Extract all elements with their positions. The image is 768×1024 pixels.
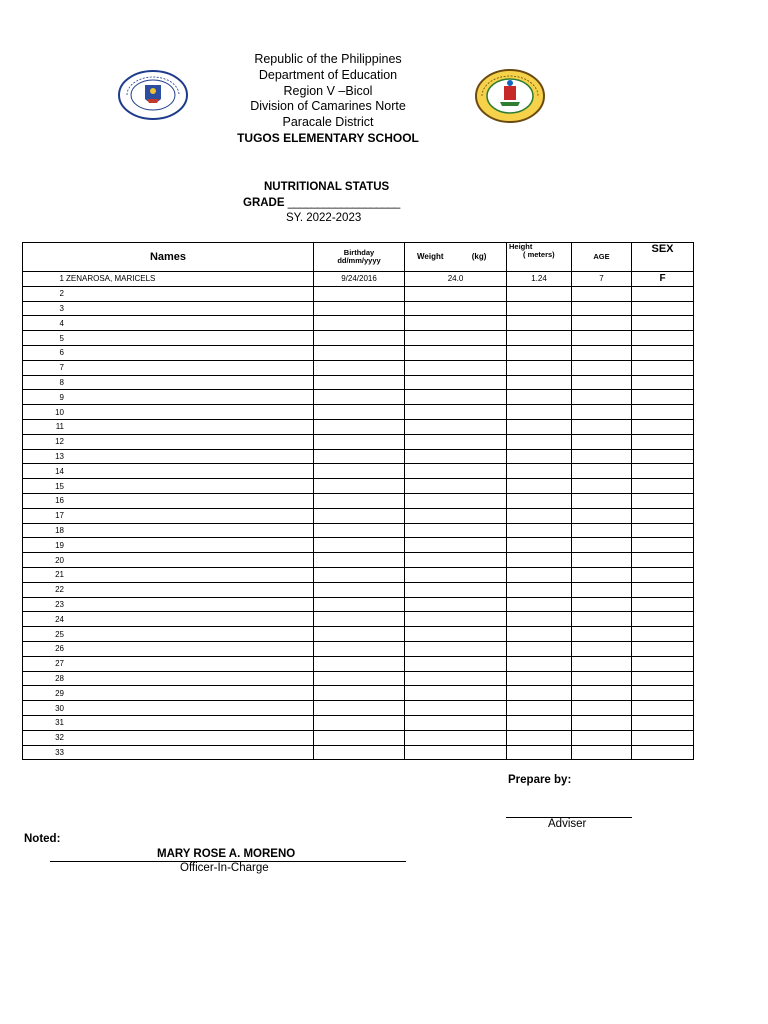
cell-sex bbox=[632, 449, 694, 464]
cell-weight bbox=[405, 464, 507, 479]
table-row bbox=[23, 301, 694, 316]
prepare-by-label: Prepare by: bbox=[508, 774, 572, 786]
cell-age bbox=[572, 656, 632, 671]
table-row bbox=[23, 597, 694, 612]
cell-birthday bbox=[314, 449, 405, 464]
cell-age bbox=[572, 686, 632, 701]
cell-height bbox=[507, 360, 572, 375]
table-row bbox=[23, 715, 694, 730]
grade-label-text: GRADE bbox=[243, 197, 285, 209]
cell-height bbox=[507, 464, 572, 479]
cell-weight bbox=[405, 686, 507, 701]
cell-weight bbox=[405, 331, 507, 346]
table-row bbox=[23, 656, 694, 671]
cell-height bbox=[507, 434, 572, 449]
cell-name bbox=[23, 553, 314, 568]
cell-weight bbox=[405, 553, 507, 568]
col-header-height bbox=[507, 243, 572, 272]
cell-birthday bbox=[314, 553, 405, 568]
cell-name bbox=[23, 316, 314, 331]
cell-birthday bbox=[314, 301, 405, 316]
cell-height bbox=[507, 449, 572, 464]
cell-sex bbox=[632, 419, 694, 434]
row-number: 19 bbox=[55, 540, 64, 550]
row-number: 27 bbox=[55, 659, 64, 669]
cell-name bbox=[23, 538, 314, 553]
cell-age bbox=[572, 419, 632, 434]
table-row bbox=[23, 567, 694, 582]
cell-name bbox=[23, 405, 314, 420]
cell-height bbox=[507, 582, 572, 597]
cell-name bbox=[23, 745, 314, 760]
cell-age bbox=[572, 301, 632, 316]
cell-weight bbox=[405, 730, 507, 745]
cell-weight bbox=[405, 656, 507, 671]
header-district: Paracale District bbox=[282, 115, 374, 130]
cell-name bbox=[23, 686, 314, 701]
cell-name bbox=[23, 493, 314, 508]
nutritional-status-table bbox=[22, 242, 694, 760]
cell-age bbox=[572, 449, 632, 464]
table-row bbox=[23, 434, 694, 449]
row-number: 9 bbox=[59, 392, 64, 402]
cell-name bbox=[23, 464, 314, 479]
cell-weight bbox=[405, 523, 507, 538]
cell-height bbox=[507, 331, 572, 346]
col-header-sex: SEX bbox=[632, 243, 694, 272]
cell-height bbox=[507, 641, 572, 656]
table-row bbox=[23, 493, 694, 508]
cell-height bbox=[507, 730, 572, 745]
cell-sex bbox=[632, 286, 694, 301]
letterhead bbox=[200, 52, 456, 147]
cell-height bbox=[507, 715, 572, 730]
cell-name bbox=[23, 419, 314, 434]
cell-sex bbox=[632, 627, 694, 642]
cell-weight bbox=[405, 479, 507, 494]
col-header-weight bbox=[405, 243, 507, 272]
table-row bbox=[23, 538, 694, 553]
cell-name bbox=[23, 286, 314, 301]
cell-name bbox=[23, 434, 314, 449]
cell-age bbox=[572, 405, 632, 420]
cell-birthday bbox=[314, 419, 405, 434]
cell-sex bbox=[632, 464, 694, 479]
cell-weight bbox=[405, 390, 507, 405]
cell-name bbox=[23, 375, 314, 390]
cell-age bbox=[572, 464, 632, 479]
col-header-names: Names bbox=[23, 243, 314, 272]
cell-weight: 24.0 bbox=[405, 272, 507, 287]
cell-birthday bbox=[314, 641, 405, 656]
cell-weight bbox=[405, 745, 507, 760]
cell-sex bbox=[632, 553, 694, 568]
cell-birthday bbox=[314, 686, 405, 701]
table-row bbox=[23, 523, 694, 538]
cell-age bbox=[572, 345, 632, 360]
cell-age bbox=[572, 745, 632, 760]
cell-birthday bbox=[314, 464, 405, 479]
grade-blank-line: ___________________ bbox=[287, 197, 400, 209]
cell-age bbox=[572, 479, 632, 494]
cell-birthday bbox=[314, 508, 405, 523]
table-row bbox=[23, 375, 694, 390]
cell-sex bbox=[632, 715, 694, 730]
cell-age bbox=[572, 286, 632, 301]
col-header-weight-label: Weight bbox=[417, 252, 444, 261]
row-number: 25 bbox=[55, 629, 64, 639]
cell-birthday bbox=[314, 345, 405, 360]
cell-weight bbox=[405, 582, 507, 597]
cell-height bbox=[507, 567, 572, 582]
cell-sex bbox=[632, 405, 694, 420]
row-number: 13 bbox=[55, 451, 64, 461]
cell-name bbox=[23, 627, 314, 642]
row-number: 18 bbox=[55, 525, 64, 535]
header-region: Region V –Bicol bbox=[283, 83, 373, 98]
header-division: Division of Camarines Norte bbox=[250, 99, 406, 114]
cell-sex bbox=[632, 331, 694, 346]
row-number: 11 bbox=[55, 422, 64, 432]
cell-weight bbox=[405, 493, 507, 508]
cell-birthday bbox=[314, 656, 405, 671]
cell-age bbox=[572, 508, 632, 523]
cell-sex bbox=[632, 582, 694, 597]
cell-height bbox=[507, 390, 572, 405]
row-number: 20 bbox=[55, 555, 64, 565]
table-row bbox=[23, 449, 694, 464]
cell-age bbox=[572, 434, 632, 449]
row-number: 7 bbox=[59, 363, 64, 373]
cell-sex bbox=[632, 538, 694, 553]
row-number: 6 bbox=[59, 348, 64, 358]
deped-seal-logo bbox=[117, 69, 189, 121]
cell-height bbox=[507, 419, 572, 434]
cell-age bbox=[572, 553, 632, 568]
cell-age bbox=[572, 627, 632, 642]
cell-sex bbox=[632, 567, 694, 582]
officer-title: Officer-In-Charge bbox=[180, 862, 269, 874]
form-title: NUTRITIONAL STATUS bbox=[264, 181, 390, 193]
cell-name bbox=[23, 582, 314, 597]
school-year: SY. 2022-2023 bbox=[286, 212, 362, 224]
table-row bbox=[23, 286, 694, 301]
cell-name bbox=[23, 479, 314, 494]
cell-birthday bbox=[314, 582, 405, 597]
cell-name bbox=[23, 508, 314, 523]
table-row bbox=[23, 641, 694, 656]
cell-age bbox=[572, 671, 632, 686]
cell-name bbox=[23, 701, 314, 716]
cell-name bbox=[23, 345, 314, 360]
cell-sex bbox=[632, 434, 694, 449]
cell-birthday bbox=[314, 434, 405, 449]
cell-height bbox=[507, 375, 572, 390]
col-header-weight-unit: (kg) bbox=[471, 252, 487, 261]
cell-weight bbox=[405, 375, 507, 390]
cell-age bbox=[572, 582, 632, 597]
cell-birthday bbox=[314, 523, 405, 538]
cell-sex bbox=[632, 301, 694, 316]
cell-height: 1.24 bbox=[507, 272, 572, 287]
cell-name bbox=[23, 272, 314, 287]
cell-sex bbox=[632, 508, 694, 523]
row-number: 22 bbox=[55, 585, 64, 595]
cell-weight bbox=[405, 405, 507, 420]
cell-weight bbox=[405, 360, 507, 375]
cell-birthday bbox=[314, 538, 405, 553]
col-header-birthday-line2: dd/mm/yyyy bbox=[337, 256, 381, 265]
cell-age: 7 bbox=[572, 272, 632, 287]
cell-birthday bbox=[314, 316, 405, 331]
header-department: Department of Education bbox=[258, 67, 398, 82]
cell-birthday bbox=[314, 627, 405, 642]
cell-birthday bbox=[314, 701, 405, 716]
noted-label: Noted: bbox=[24, 833, 61, 845]
row-number: 10 bbox=[55, 407, 64, 417]
cell-name bbox=[23, 730, 314, 745]
cell-name bbox=[23, 360, 314, 375]
cell-age bbox=[572, 331, 632, 346]
table-row bbox=[23, 508, 694, 523]
cell-age bbox=[572, 316, 632, 331]
cell-height bbox=[507, 301, 572, 316]
col-header-birthday-line1: Birthday bbox=[343, 248, 375, 257]
table-row bbox=[23, 730, 694, 745]
cell-weight bbox=[405, 612, 507, 627]
row-number: 16 bbox=[55, 496, 64, 506]
cell-age bbox=[572, 715, 632, 730]
cell-age bbox=[572, 701, 632, 716]
row-number: 33 bbox=[55, 747, 64, 757]
cell-age bbox=[572, 375, 632, 390]
cell-name bbox=[23, 656, 314, 671]
cell-sex bbox=[632, 493, 694, 508]
cell-weight bbox=[405, 449, 507, 464]
col-header-height-line2: ( meters) bbox=[523, 250, 555, 259]
cell-weight bbox=[405, 301, 507, 316]
table-row bbox=[23, 345, 694, 360]
cell-birthday bbox=[314, 360, 405, 375]
table-header-row bbox=[23, 243, 694, 272]
student-name: ZENAROSA, MARICELS bbox=[66, 274, 156, 284]
cell-name bbox=[23, 597, 314, 612]
cell-sex bbox=[632, 641, 694, 656]
cell-weight bbox=[405, 316, 507, 331]
cell-birthday bbox=[314, 375, 405, 390]
cell-height bbox=[507, 508, 572, 523]
cell-weight bbox=[405, 671, 507, 686]
table-row bbox=[23, 745, 694, 760]
cell-birthday bbox=[314, 597, 405, 612]
header-school-name: TUGOS ELEMENTARY SCHOOL bbox=[237, 130, 419, 145]
table-row bbox=[23, 331, 694, 346]
cell-height bbox=[507, 612, 572, 627]
cell-name bbox=[23, 671, 314, 686]
cell-birthday bbox=[314, 405, 405, 420]
adviser-label: Adviser bbox=[548, 818, 587, 830]
cell-birthday bbox=[314, 479, 405, 494]
cell-name bbox=[23, 612, 314, 627]
row-number: 5 bbox=[59, 333, 64, 343]
col-header-height-line1: Height bbox=[509, 242, 533, 251]
table-body bbox=[23, 272, 694, 760]
row-number: 15 bbox=[55, 481, 64, 491]
table-row bbox=[23, 553, 694, 568]
cell-sex bbox=[632, 656, 694, 671]
cell-name bbox=[23, 567, 314, 582]
row-number: 32 bbox=[55, 733, 64, 743]
cell-sex bbox=[632, 745, 694, 760]
cell-age bbox=[572, 538, 632, 553]
cell-birthday bbox=[314, 331, 405, 346]
cell-height bbox=[507, 345, 572, 360]
cell-name bbox=[23, 301, 314, 316]
row-number: 21 bbox=[55, 570, 64, 580]
cell-birthday bbox=[314, 612, 405, 627]
cell-name bbox=[23, 715, 314, 730]
cell-age bbox=[572, 360, 632, 375]
cell-sex bbox=[632, 316, 694, 331]
table-row bbox=[23, 627, 694, 642]
cell-weight bbox=[405, 434, 507, 449]
row-number: 29 bbox=[55, 688, 64, 698]
cell-weight bbox=[405, 419, 507, 434]
table-row bbox=[23, 582, 694, 597]
cell-age bbox=[572, 567, 632, 582]
cell-name bbox=[23, 449, 314, 464]
row-number: 12 bbox=[55, 437, 64, 447]
row-number: 14 bbox=[55, 466, 64, 476]
cell-name bbox=[23, 523, 314, 538]
cell-sex bbox=[632, 360, 694, 375]
cell-height bbox=[507, 405, 572, 420]
cell-weight bbox=[405, 641, 507, 656]
row-number: 26 bbox=[55, 644, 64, 654]
table-row bbox=[23, 701, 694, 716]
cell-weight bbox=[405, 627, 507, 642]
row-number: 24 bbox=[55, 614, 64, 624]
cell-weight bbox=[405, 286, 507, 301]
cell-height bbox=[507, 745, 572, 760]
cell-sex: F bbox=[632, 272, 694, 287]
cell-age bbox=[572, 730, 632, 745]
row-number: 8 bbox=[59, 377, 64, 387]
cell-height bbox=[507, 286, 572, 301]
cell-weight bbox=[405, 715, 507, 730]
cell-name bbox=[23, 641, 314, 656]
cell-weight bbox=[405, 597, 507, 612]
cell-height bbox=[507, 479, 572, 494]
cell-height bbox=[507, 671, 572, 686]
table-row bbox=[23, 479, 694, 494]
cell-sex bbox=[632, 686, 694, 701]
cell-sex bbox=[632, 701, 694, 716]
cell-name bbox=[23, 390, 314, 405]
row-number: 2 bbox=[59, 289, 64, 299]
cell-birthday bbox=[314, 390, 405, 405]
cell-height bbox=[507, 597, 572, 612]
cell-sex bbox=[632, 671, 694, 686]
table-row bbox=[23, 464, 694, 479]
cell-weight bbox=[405, 345, 507, 360]
cell-height bbox=[507, 553, 572, 568]
row-number: 3 bbox=[59, 303, 64, 313]
cell-height bbox=[507, 656, 572, 671]
cell-age bbox=[572, 641, 632, 656]
cell-birthday bbox=[314, 493, 405, 508]
cell-age bbox=[572, 597, 632, 612]
cell-sex bbox=[632, 345, 694, 360]
cell-birthday bbox=[314, 715, 405, 730]
cell-sex bbox=[632, 612, 694, 627]
row-number: 31 bbox=[55, 718, 64, 728]
table-row bbox=[23, 272, 694, 287]
table-row bbox=[23, 419, 694, 434]
cell-height bbox=[507, 538, 572, 553]
cell-height bbox=[507, 627, 572, 642]
cell-birthday bbox=[314, 730, 405, 745]
row-number: 17 bbox=[55, 511, 64, 521]
cell-sex bbox=[632, 375, 694, 390]
cell-weight bbox=[405, 567, 507, 582]
cell-height bbox=[507, 493, 572, 508]
row-number: 23 bbox=[55, 599, 64, 609]
table-row bbox=[23, 686, 694, 701]
cell-name bbox=[23, 331, 314, 346]
row-number: 4 bbox=[59, 318, 64, 328]
cell-sex bbox=[632, 597, 694, 612]
grade-label bbox=[243, 197, 400, 209]
cell-sex bbox=[632, 730, 694, 745]
table-row bbox=[23, 390, 694, 405]
cell-sex bbox=[632, 523, 694, 538]
cell-birthday bbox=[314, 567, 405, 582]
row-number: 30 bbox=[55, 703, 64, 713]
row-number: 28 bbox=[55, 673, 64, 683]
col-header-birthday bbox=[314, 243, 405, 272]
school-seal-logo bbox=[474, 68, 546, 124]
cell-height bbox=[507, 523, 572, 538]
cell-birthday bbox=[314, 671, 405, 686]
cell-weight bbox=[405, 508, 507, 523]
cell-weight bbox=[405, 701, 507, 716]
cell-age bbox=[572, 493, 632, 508]
officer-name: MARY ROSE A. MORENO bbox=[157, 848, 296, 860]
cell-birthday: 9/24/2016 bbox=[314, 272, 405, 287]
table-row bbox=[23, 360, 694, 375]
table-row bbox=[23, 612, 694, 627]
cell-weight bbox=[405, 538, 507, 553]
cell-birthday bbox=[314, 745, 405, 760]
cell-height bbox=[507, 701, 572, 716]
cell-age bbox=[572, 523, 632, 538]
row-number: 1 bbox=[59, 274, 64, 284]
table-row bbox=[23, 671, 694, 686]
header-republic: Republic of the Philippines bbox=[254, 52, 402, 66]
cell-age bbox=[572, 390, 632, 405]
col-header-age: AGE bbox=[572, 243, 632, 272]
table-row bbox=[23, 405, 694, 420]
table-row bbox=[23, 316, 694, 331]
cell-age bbox=[572, 612, 632, 627]
cell-height bbox=[507, 316, 572, 331]
cell-sex bbox=[632, 479, 694, 494]
cell-height bbox=[507, 686, 572, 701]
cell-birthday bbox=[314, 286, 405, 301]
cell-sex bbox=[632, 390, 694, 405]
